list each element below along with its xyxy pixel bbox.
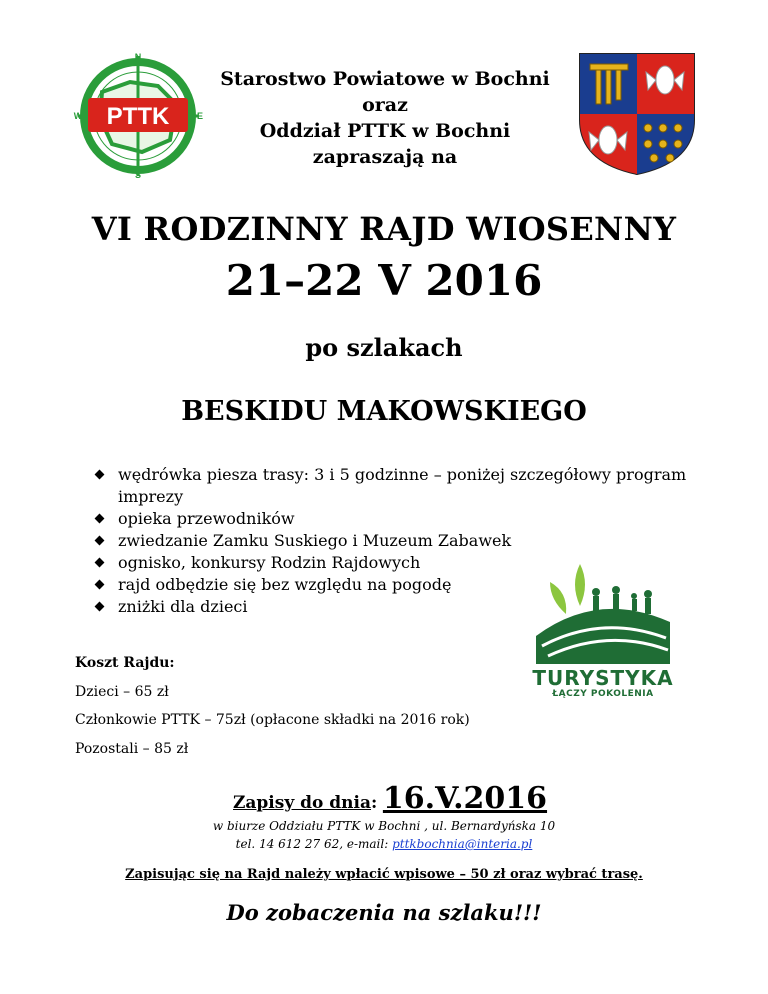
event-date: 21–22 V 2016 (225, 256, 543, 305)
pttk-logo (72, 52, 210, 182)
event-region: BESKIDU MAKOWSKIEGO (181, 396, 587, 427)
list-item-text: rajd odbędzie się bez względu na pogodę (118, 575, 452, 594)
list-item-text: opieka przewodników (118, 509, 295, 528)
diamond-bullet-icon (95, 514, 105, 524)
office-contact (0, 835, 768, 853)
closing-text: Do zobaczenia na szlaku!!! (226, 900, 542, 925)
header-line-1: Starostwo Powiatowe w Bochni (220, 68, 550, 90)
compass-s: S (134, 170, 142, 180)
registration-label: Zapisy do dnia (233, 793, 372, 813)
turystyka-logo (528, 560, 678, 670)
header-line-3: Oddział PTTK w Bochni (259, 120, 511, 142)
list-item-text: ognisko, konkursy Rodzin Rajdowych (118, 553, 421, 572)
coat-of-arms-icon (576, 50, 698, 178)
event-subtitle: po szlakach (305, 333, 463, 362)
diamond-bullet-icon (95, 536, 105, 546)
payment-note: Zapisując się na Rajd należy wpłacić wpisowe – 50 zł oraz wybrać trasę. (125, 867, 643, 882)
office-info (0, 817, 768, 853)
list-item (96, 464, 696, 508)
pttk-logo-text: PTTK (106, 103, 170, 130)
list-item (96, 508, 696, 530)
diamond-bullet-icon (95, 470, 105, 480)
diamond-bullet-icon (95, 602, 105, 612)
list-item-text: wędrówka piesza trasy: 3 i 5 godzinne – poniżej szczegółowy program imprezy (118, 465, 687, 506)
diamond-bullet-icon (95, 558, 105, 568)
email-link[interactable]: pttkbochnia@interia.pl (392, 837, 533, 851)
cost-heading: Koszt Rajdu: (75, 655, 175, 671)
turystyka-logo-subtitle: ŁĄCZY POKOLENIA (552, 689, 654, 699)
registration-colon: : (371, 793, 378, 813)
header-line-4: zapraszają na (312, 146, 458, 168)
header-line-2: oraz (362, 94, 408, 116)
event-title: VI RODZINNY RAJD WIOSENNY (91, 210, 677, 248)
diamond-bullet-icon (95, 580, 105, 590)
office-address: w biurze Oddziału PTTK w Bochni , ul. Bernardyńska 10 (212, 819, 556, 833)
compass-e: E (196, 111, 204, 121)
office-phone: tel. 14 612 27 62, e-mail: (235, 837, 393, 851)
list-item-text: zwiedzanie Zamku Suskiego i Muzeum Zabawek (118, 531, 512, 550)
cost-children: Dzieci – 65 zł (75, 684, 169, 700)
registration-date: 16.V.2016 (382, 781, 548, 816)
header-text (205, 66, 565, 170)
compass-w: W (73, 111, 83, 121)
compass-n: N (134, 52, 142, 62)
list-item (96, 530, 696, 552)
turystyka-logo-title: TURYSTYKA (532, 666, 674, 690)
cost-members: Członkowie PTTK – 75zł (opłacone składki na 2016 rok) (75, 712, 470, 728)
list-item-text: zniżki dla dzieci (118, 597, 248, 616)
registration-deadline (233, 781, 547, 816)
cost-others: Pozostali – 85 zł (75, 741, 189, 757)
